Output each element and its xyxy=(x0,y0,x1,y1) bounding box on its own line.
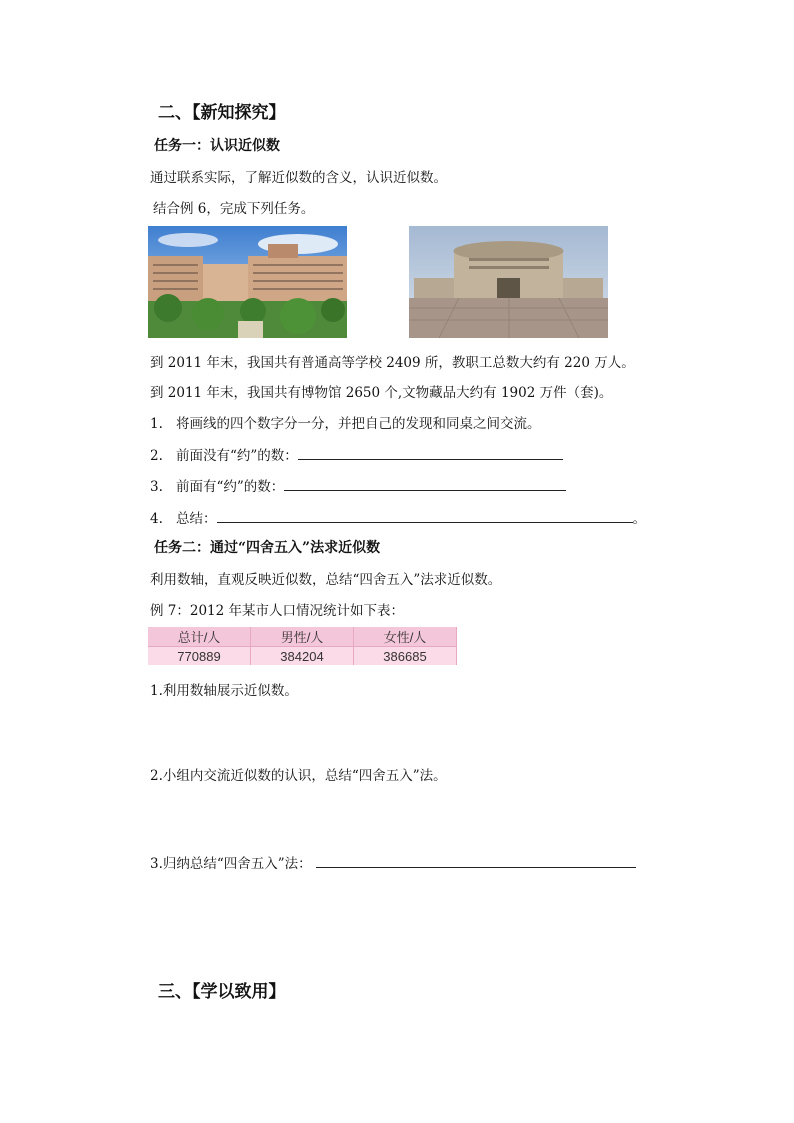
task2-intro: 利用数轴，直观反映近似数，总结“四舍五入”法求近似数。 xyxy=(150,572,502,588)
task1-title: 任务一：认识近似数 xyxy=(154,138,280,154)
task1-intro: 通过联系实际，了解近似数的含义，认识近似数。 xyxy=(150,170,447,186)
item-4-number: 4. xyxy=(150,511,163,527)
table-header-total: 总计/人 xyxy=(148,627,251,647)
fact-museums: 到 2011 年末，我国共有博物馆 2650 个,文物藏品大约有 1902 万件（套)。 xyxy=(150,385,613,401)
fact-universities: 到 2011 年末，我国共有普通高等学校 2409 所，教职工总数大约有 220 万人。 xyxy=(150,355,635,371)
item-4-answer-line[interactable] xyxy=(217,508,633,523)
item-1 xyxy=(150,412,541,432)
item-4 xyxy=(150,507,646,527)
section2-heading: 二、【新知探究】 xyxy=(158,103,286,123)
task2-step1: 1.利用数轴展示近似数。 xyxy=(150,683,298,699)
item-3 xyxy=(150,475,566,495)
item-4-text: 总结： xyxy=(176,511,217,527)
table-header-male: 男性/人 xyxy=(251,627,354,647)
task1-instruction: 结合例 6，完成下列任务。 xyxy=(153,201,315,217)
item-2-text: 前面没有“约”的数： xyxy=(176,448,298,464)
item-3-text: 前面有“约”的数： xyxy=(176,479,285,495)
item-2 xyxy=(150,444,563,464)
item-2-number: 2. xyxy=(150,448,163,464)
table-cell-total: 770889 xyxy=(148,647,251,666)
section3-heading: 三、【学以致用】 xyxy=(158,982,286,1002)
table-header-row xyxy=(148,627,457,647)
item-1-text: 将画线的四个数字分一分，并把自己的发现和同桌之间交流。 xyxy=(176,416,541,432)
item-2-answer-line[interactable] xyxy=(298,445,563,460)
task2-title: 任务二：通过“四舍五入”法求近似数 xyxy=(154,540,381,556)
item-3-answer-line[interactable] xyxy=(284,476,566,491)
table-header-female: 女性/人 xyxy=(354,627,457,647)
task2-step3-text: 3.归纳总结“四舍五入”法： xyxy=(150,856,312,872)
item-3-number: 3. xyxy=(150,479,163,495)
item-4-end-mark: 。 xyxy=(632,511,646,527)
university-photo xyxy=(148,226,347,338)
task2-step3 xyxy=(150,852,636,872)
step3-answer-line[interactable] xyxy=(316,853,636,868)
task2-example: 例 7：2012 年某市人口情况统计如下表： xyxy=(150,603,405,619)
table-cell-female: 386685 xyxy=(354,647,457,666)
task2-step2: 2.小组内交流近似数的认识，总结“四舍五入”法。 xyxy=(150,768,447,784)
item-1-number: 1. xyxy=(150,416,163,432)
museum-photo xyxy=(409,226,608,338)
table-cell-male: 384204 xyxy=(251,647,354,666)
table-row xyxy=(148,647,457,666)
population-table xyxy=(148,627,457,665)
